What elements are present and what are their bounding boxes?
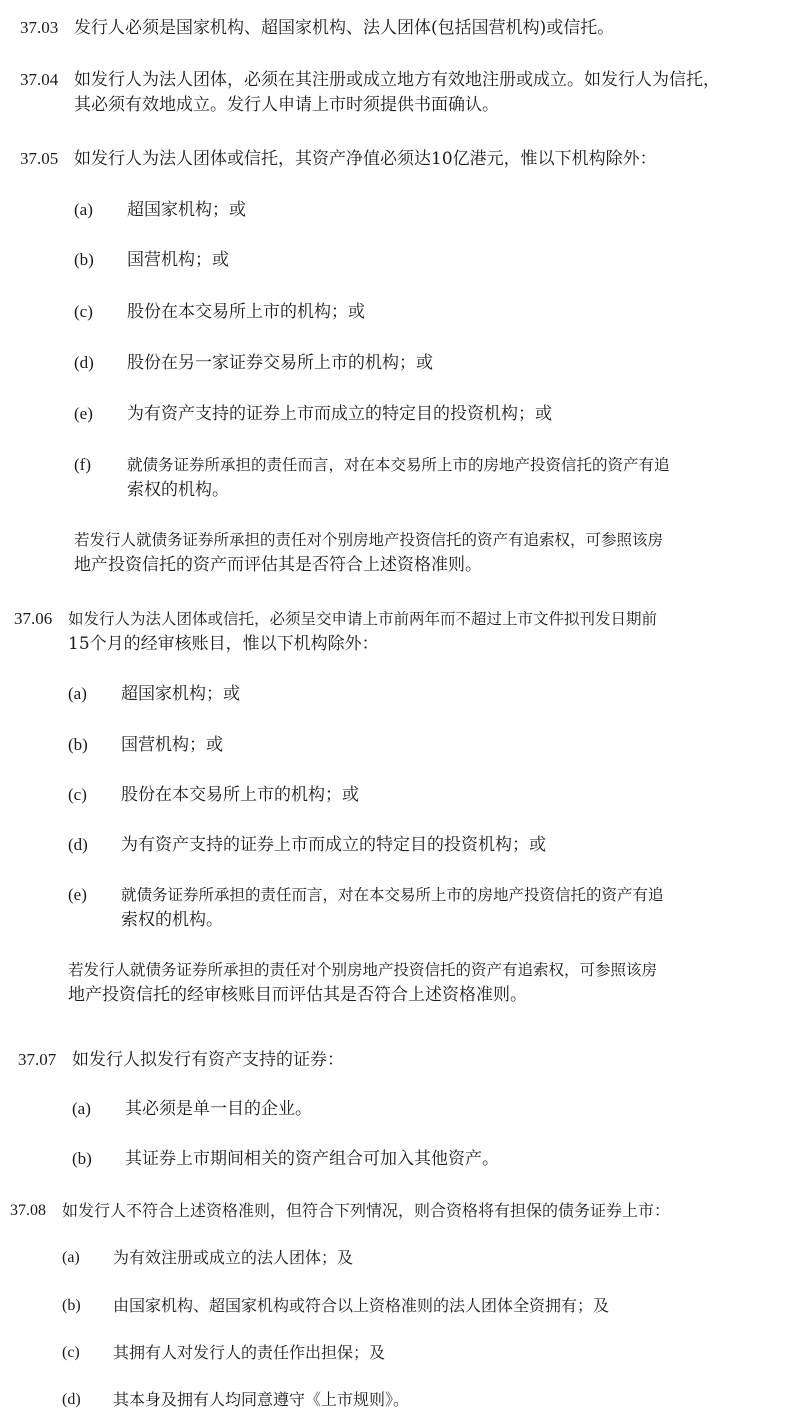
- section-37-04-line1: 如发行人为法人团体，必须在其注册或成立地方有效地注册或成立。如发行人为信托，: [74, 70, 720, 90]
- section-37-08-text: 如发行人不符合上述资格准则，但符合下列情况，则合资格将有担保的债务证券上市：: [62, 1201, 671, 1220]
- section-37-04-line2: 其必须有效地成立。发行人申请上市时须提供书面确认。: [74, 95, 499, 115]
- list-item-text: 股份在另一家证券交易所上市的机构；或: [127, 353, 433, 373]
- section-number-37-03: 37.03: [20, 18, 59, 37]
- list-item-text: 其本身及拥有人均同意遵守《上市规则》。: [113, 1390, 410, 1409]
- section-37-05-note-line2: 地产投资信托的资产而评估其是否符合上述资格准则。: [74, 555, 482, 575]
- list-item-text: 其拥有人对发行人的责任作出担保；及: [113, 1343, 386, 1362]
- list-item-label: (b): [62, 1297, 81, 1314]
- list-item-text: 为有效注册或成立的法人团体；及: [113, 1248, 354, 1267]
- list-item-label: (e): [74, 404, 93, 423]
- list-item-label: (d): [74, 353, 94, 372]
- list-item-text: 超国家机构；或: [121, 684, 240, 704]
- section-37-06-line1: 如发行人为法人团体或信托，必须呈交申请上市前两年而不超过上市文件拟刊发日期前: [68, 610, 658, 628]
- list-item-label: (a): [62, 1249, 80, 1266]
- section-number-37-08: 37.08: [10, 1202, 46, 1219]
- section-number-37-04: 37.04: [20, 70, 59, 89]
- list-item-label: (b): [74, 250, 94, 269]
- list-item-label: (d): [68, 835, 88, 854]
- list-item-text: 就债务证券所承担的责任而言，对在本交易所上市的房地产投资信托的资产有追: [121, 886, 664, 904]
- list-item-text: 其证券上市期间相关的资产组合可加入其他资产。: [125, 1149, 499, 1169]
- list-item-label: (b): [68, 735, 88, 754]
- list-item-label: (c): [68, 785, 87, 804]
- section-number-37-05: 37.05: [20, 149, 59, 168]
- section-37-03-text: 发行人必须是国家机构、超国家机构、法人团体(包括国营机构)或信托。: [74, 18, 615, 38]
- list-item-text: 为有资产支持的证券上市而成立的特定目的投资机构；或: [121, 835, 546, 855]
- section-number-37-06: 37.06: [14, 609, 53, 628]
- list-item-text: 国营机构；或: [121, 735, 223, 755]
- list-item-text: 超国家机构；或: [127, 200, 246, 220]
- list-item-text: 由国家机构、超国家机构或符合以上资格准则的法人团体全资拥有；及: [113, 1296, 610, 1315]
- list-item-label: (a): [68, 684, 87, 703]
- list-item-label: (a): [72, 1099, 91, 1118]
- section-37-05-text: 如发行人为法人团体或信托，其资产净值必须达10亿港元，惟以下机构除外：: [74, 149, 657, 169]
- section-37-06-note-line2: 地产投资信托的经审核账目而评估其是否符合上述资格准则。: [68, 985, 527, 1005]
- list-item-label: (a): [74, 200, 93, 219]
- list-item-text: 股份在本交易所上市的机构；或: [127, 302, 365, 322]
- list-item-text-continued: 索权的机构。: [121, 910, 223, 930]
- list-item-text: 国营机构；或: [127, 250, 229, 270]
- section-37-06-line2: 15个月的经审核账目，惟以下机构除外：: [68, 634, 379, 654]
- list-item-text: 就债务证券所承担的责任而言，对在本交易所上市的房地产投资信托的资产有追: [127, 456, 670, 474]
- list-item-label: (c): [62, 1344, 80, 1361]
- list-item-text: 其必须是单一目的企业。: [125, 1099, 312, 1119]
- list-item-label: (b): [72, 1149, 92, 1168]
- section-37-05-note-line1: 若发行人就债务证券所承担的责任对个别房地产投资信托的资产有追索权，可参照该房: [74, 531, 664, 549]
- section-37-06-note-line1: 若发行人就债务证券所承担的责任对个别房地产投资信托的资产有追索权，可参照该房: [68, 961, 658, 979]
- section-37-07-text: 如发行人拟发行有资产支持的证券：: [72, 1050, 344, 1070]
- section-number-37-07: 37.07: [18, 1050, 57, 1069]
- list-item-text-continued: 索权的机构。: [127, 480, 229, 500]
- list-item-label: (f): [74, 455, 91, 474]
- list-item-label: (e): [68, 885, 87, 904]
- list-item-text: 股份在本交易所上市的机构；或: [121, 785, 359, 805]
- list-item-label: (d): [62, 1391, 81, 1408]
- list-item-label: (c): [74, 302, 93, 321]
- list-item-text: 为有资产支持的证券上市而成立的特定目的投资机构；或: [127, 404, 552, 424]
